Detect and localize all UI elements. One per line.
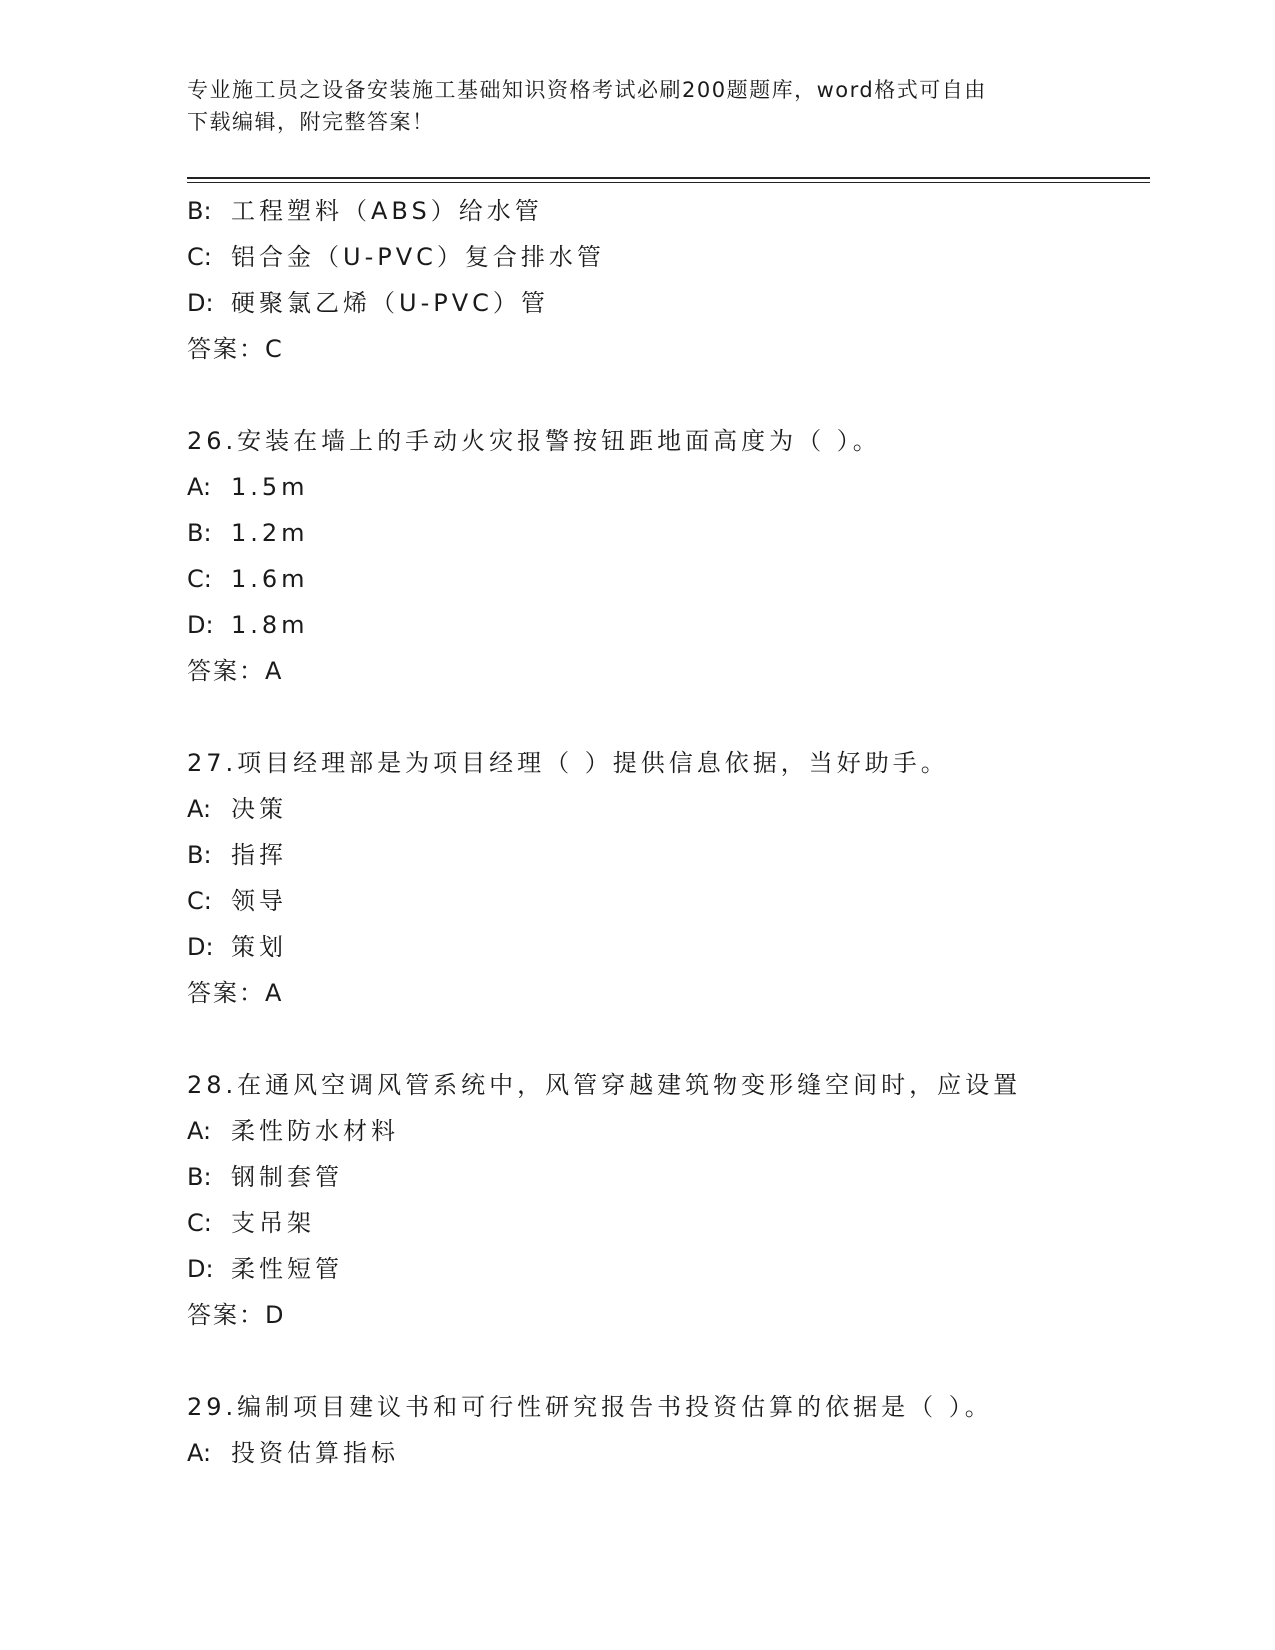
option-d: D: 1.8m <box>187 611 309 639</box>
option-c: C: 支吊架 <box>187 1209 315 1237</box>
answer: 答案：C <box>187 335 284 363</box>
header-rule-thick <box>187 177 1150 179</box>
option-b: B: 指挥 <box>187 841 287 869</box>
question-stem: 27.项目经理部是为项目经理（ ）提供信息依据，当好助手。 <box>187 749 949 777</box>
header-line-1: 专业施工员之设备安装施工基础知识资格考试必刷200题题库，word格式可自由 <box>187 78 987 102</box>
question-29 <box>187 1384 1150 1476</box>
option-d: D: 硬聚氯乙烯（U-PVC）管 <box>187 289 549 317</box>
document-header <box>187 74 1087 138</box>
spacer <box>187 372 1150 418</box>
option-b: B: 钢制套管 <box>187 1163 343 1191</box>
spacer <box>187 1338 1150 1384</box>
answer: 答案：A <box>187 979 284 1007</box>
question-25-partial <box>187 188 1150 372</box>
question-stem: 28.在通风空调风管系统中，风管穿越建筑物变形缝空间时，应设置 <box>187 1071 1022 1099</box>
question-list <box>187 188 1150 1476</box>
answer: 答案：D <box>187 1301 286 1329</box>
option-c: C: 领导 <box>187 887 287 915</box>
option-c: C: 铝合金（U-PVC）复合排水管 <box>187 243 605 271</box>
option-d: D: 策划 <box>187 933 287 961</box>
option-c: C: 1.6m <box>187 565 309 593</box>
header-rule-thin <box>187 182 1150 183</box>
question-28 <box>187 1062 1150 1338</box>
option-a: A: 1.5m <box>187 473 309 501</box>
spacer <box>187 1016 1150 1062</box>
header-line-2: 下载编辑，附完整答案！ <box>187 110 435 134</box>
question-26 <box>187 418 1150 694</box>
option-b: B: 工程塑料（ABS）给水管 <box>187 197 543 225</box>
option-a: A: 决策 <box>187 795 287 823</box>
option-a: A: 投资估算指标 <box>187 1439 399 1467</box>
question-stem: 26.安装在墙上的手动火灾报警按钮距地面高度为（ ）。 <box>187 427 881 455</box>
answer: 答案：A <box>187 657 284 685</box>
question-stem: 29.编制项目建议书和可行性研究报告书投资估算的依据是（ ）。 <box>187 1393 993 1421</box>
spacer <box>187 694 1150 740</box>
option-d: D: 柔性短管 <box>187 1255 343 1283</box>
question-27 <box>187 740 1150 1016</box>
option-a: A: 柔性防水材料 <box>187 1117 399 1145</box>
option-b: B: 1.2m <box>187 519 309 547</box>
